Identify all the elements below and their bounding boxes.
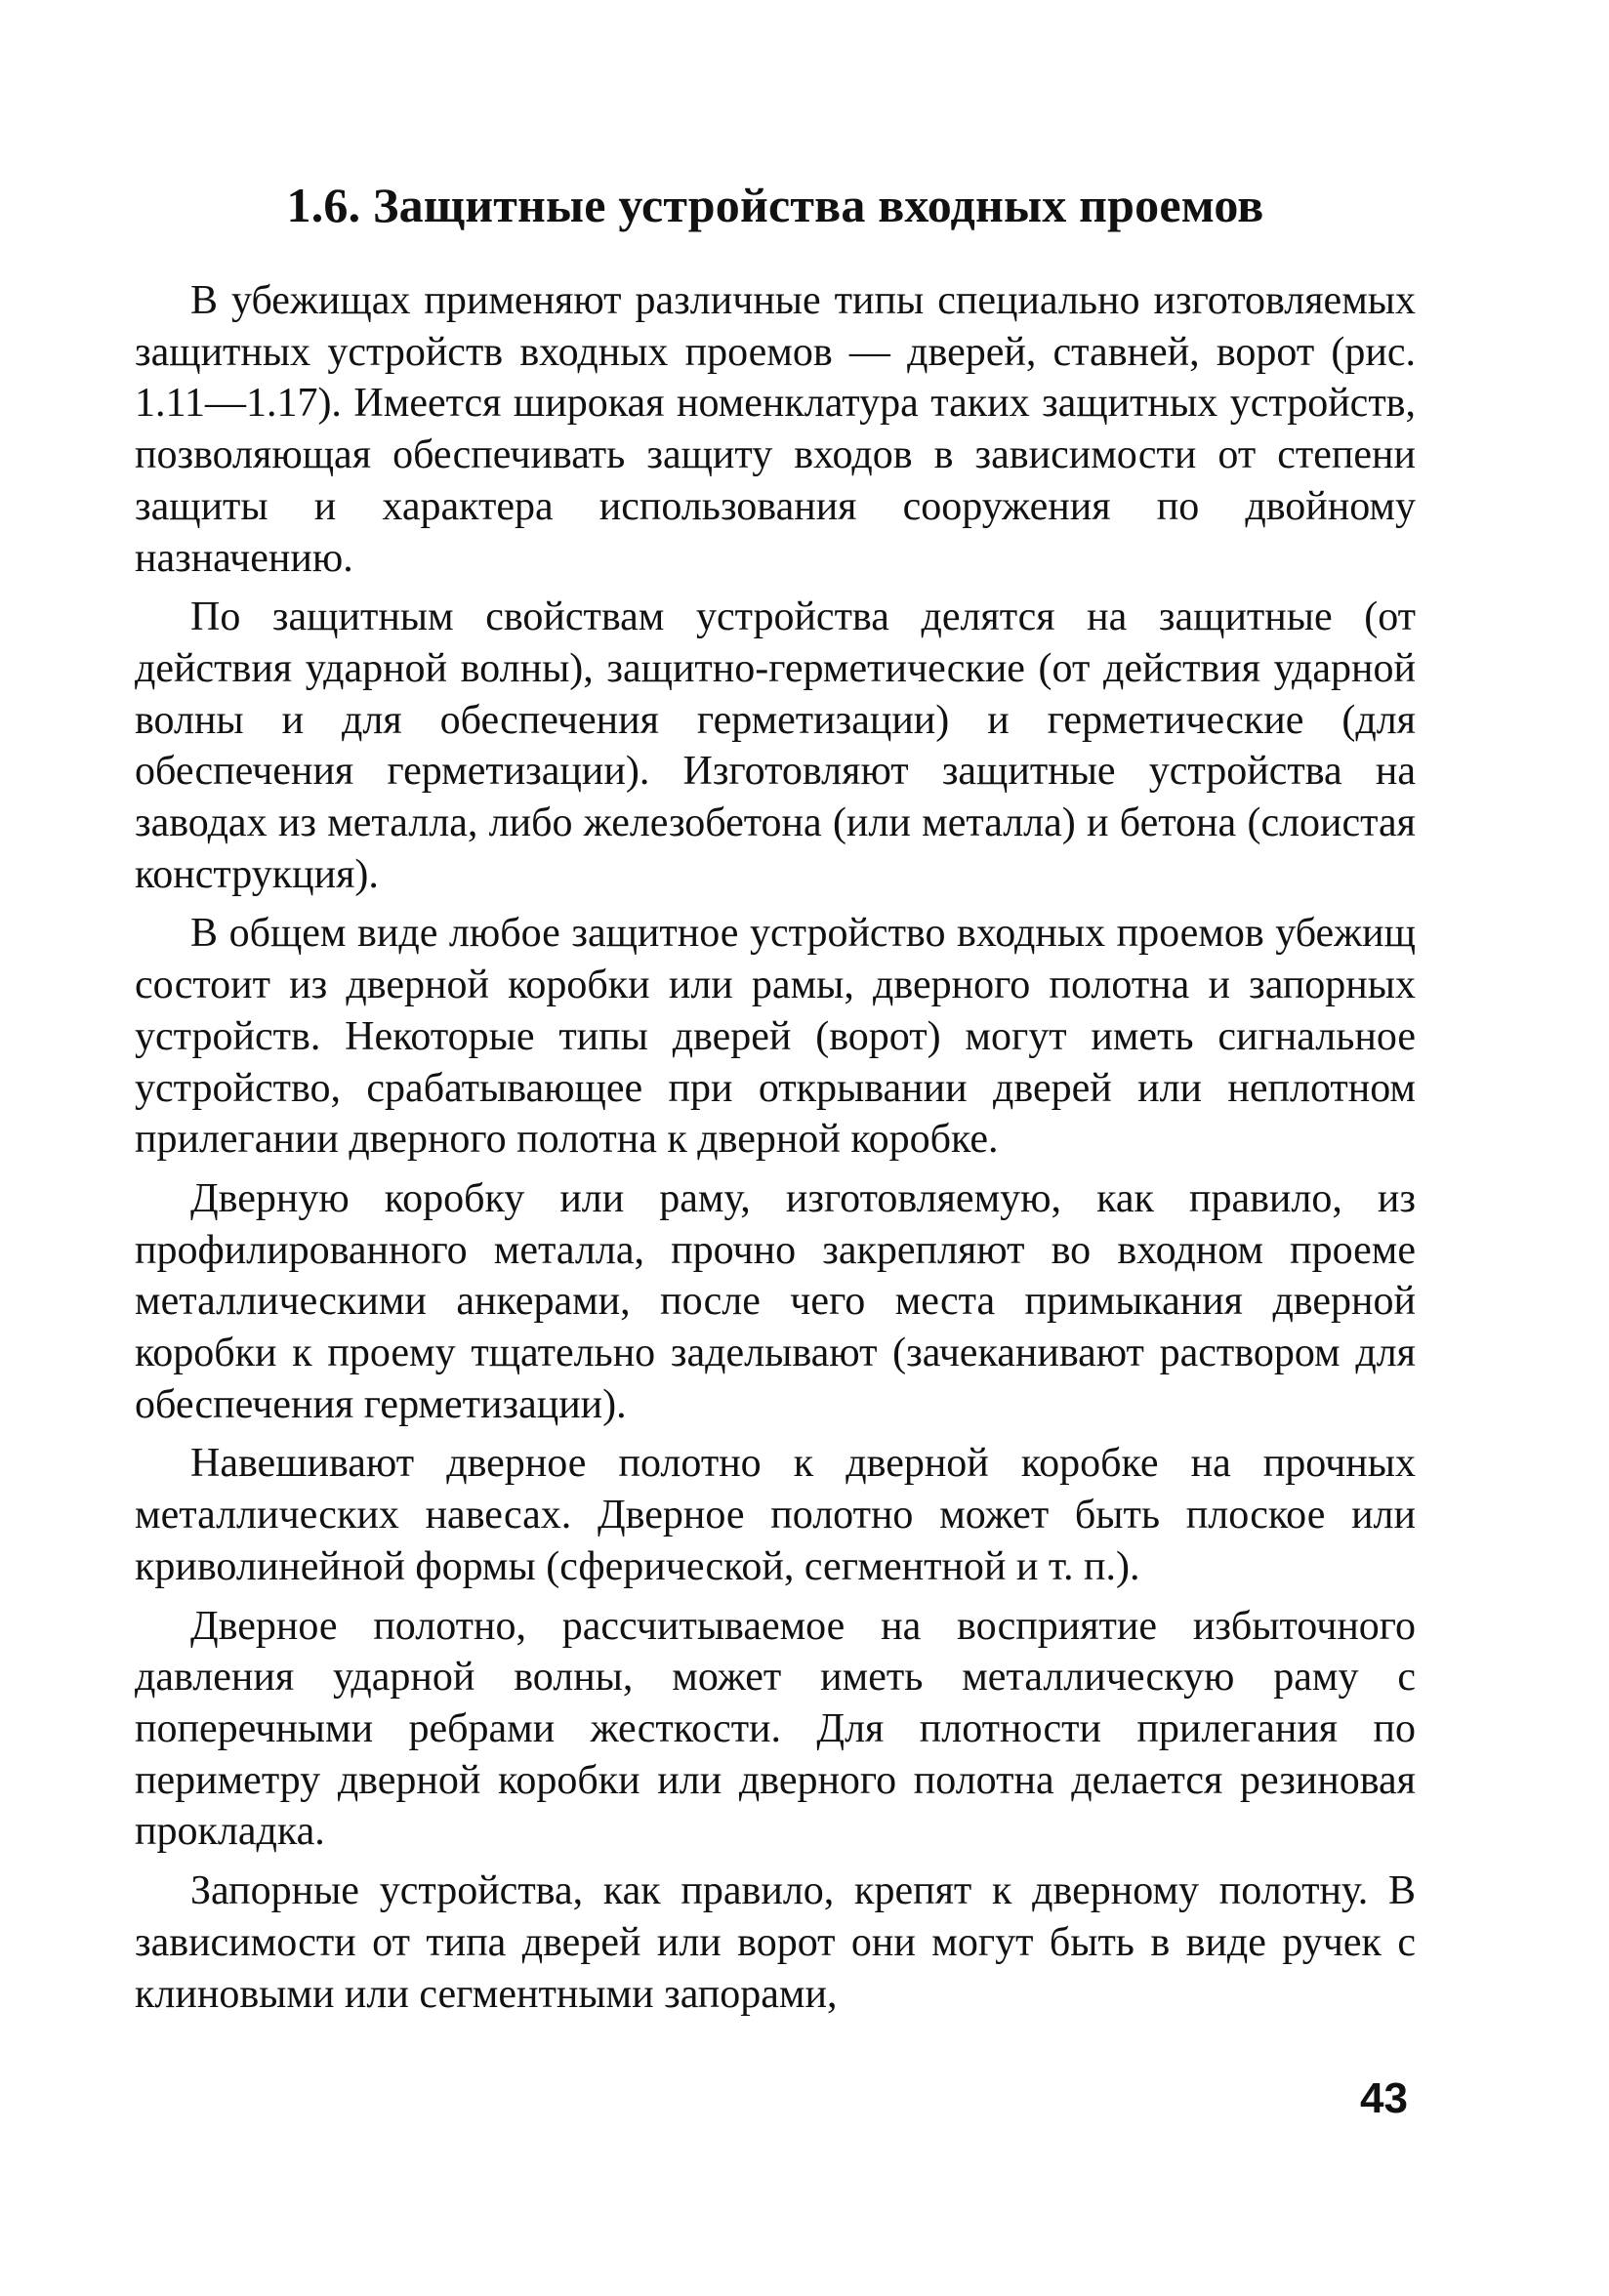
book-page — [135, 176, 1416, 2265]
paragraph-locking-devices: Запорные устройства, как правило, крепят к дверному полотну. В зависимости от типа дверей или ворот они могут быть в виде ручек с клиновыми или сегментными запорами, — [135, 1868, 1416, 2017]
paragraph-door-frame: Дверную коробку или раму, изготовляемую, как правило, из профилированного металла, прочно закрепляют во входном проеме металлическими анкерами, после чего места примыкания дверной коробки к проему тщательно заделывают (зачеканивают раствором для обеспечения герметизации). — [135, 1175, 1416, 1427]
section-heading: 1.6. Защитные устройства входных проемов — [286, 178, 1264, 232]
paragraph-door-leaf-hanging: Навешивают дверное полотно к дверной коробке на прочных металлических навесах. Дверное полотно может быть плоское или криволинейной формы (сферической, сегментной и т. п.). — [135, 1441, 1416, 1589]
paragraph-door-leaf-design: Дверное полотно, рассчитываемое на восприятие избыточного давления ударной волны, может иметь металлическую раму с поперечными ребрами жесткости. Для плотности прилегания по периметру дверной коробки или дверного полотна делается резиновая прокладка. — [135, 1603, 1416, 1855]
paragraph-device-composition: В общем виде любое защитное устройство входных проемов убежищ состоит из дверной коробки или рамы, дверного полотна и запорных устройств. Некоторые типы дверей (ворот) могут иметь сигнальное устройство, срабатывающее при открывании дверей или неплотном прилегании дверного полотна к дверной коробке. — [135, 911, 1416, 1163]
paragraph-entrance-protection-types: В убежищах применяют различные типы специально изготовляемых защитных устройств входных проемов — дверей, ставней, ворот (рис. 1.11—1.17). Имеется широкая номенклатура таких защитных устройств, позволяющая обеспечивать защиту входов в зависимости от степени защиты и характера использования сооружения по двойному назначению. — [135, 278, 1416, 581]
page-number: 43 — [1360, 2074, 1408, 2122]
paragraph-protective-properties: По защитным свойствам устройства делятся на защитные (от действия ударной волны), защитно-герметические (от действия ударной волны и для обеспечения герметизации) и герметические (для обеспечения герметизации). Изготовляют защитные устройства на заводах из металла, либо железобетона (или металла) и бетона (слоистая конструкция). — [135, 594, 1416, 897]
